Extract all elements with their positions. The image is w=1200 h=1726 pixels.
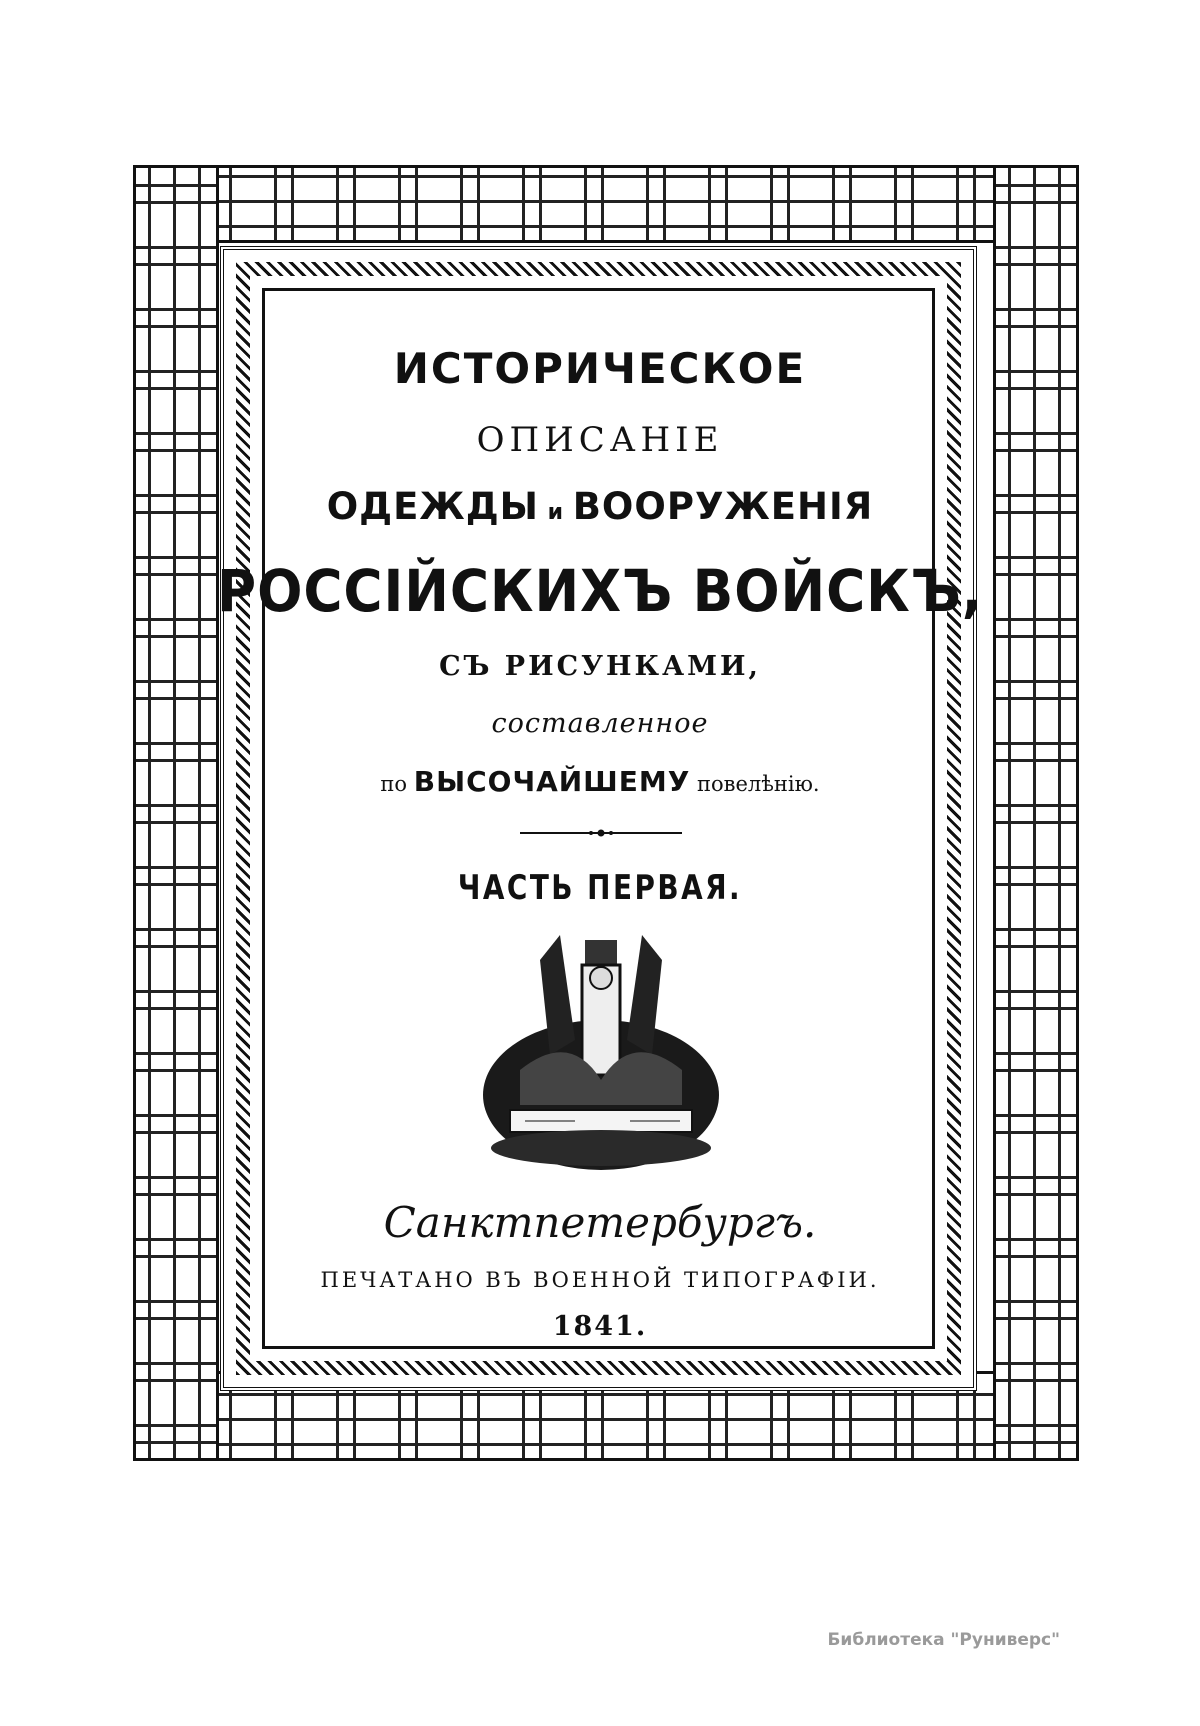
printer-line: ПЕЧАТАНО ВЪ ВОЕННОЙ ТИПОГРАФІИ. [320,1268,880,1292]
title-word-vooruzheniya: ВООРУЖЕНІЯ [572,485,874,528]
city-name: Санктпетербургъ. [383,1198,817,1247]
title-word-odezhdy: ОДЕЖДЫ [326,485,539,528]
word-povelen: повелѣнію. [690,772,820,796]
title-line-4: РОССІЙСКИХЪ ВОЙСКЪ, [217,557,983,625]
divider-ornament [520,829,682,837]
subtitle-command [0,765,1200,798]
ornament-top [133,165,1079,243]
subtitle-compiled: составленное [491,708,709,739]
title-line-2: ОПИСАНІЕ [476,420,724,460]
library-watermark: Библиотека "Руниверс" [827,1630,1060,1650]
trophy-vignette-illustration [480,920,722,1175]
title-word-i: и [538,500,573,525]
word-po: по [380,772,414,796]
word-vysochaishemu: ВЫСОЧАЙШЕМУ [413,765,691,798]
title-line-1: ИСТОРИЧЕСКОЕ [393,344,807,393]
part-label: ЧАСТЬ ПЕРВАЯ. [457,868,743,908]
title-line-3 [0,485,1200,528]
publication-year: 1841. [552,1311,648,1342]
subtitle-illustrations: СЪ РИСУНКАМИ, [439,651,761,682]
